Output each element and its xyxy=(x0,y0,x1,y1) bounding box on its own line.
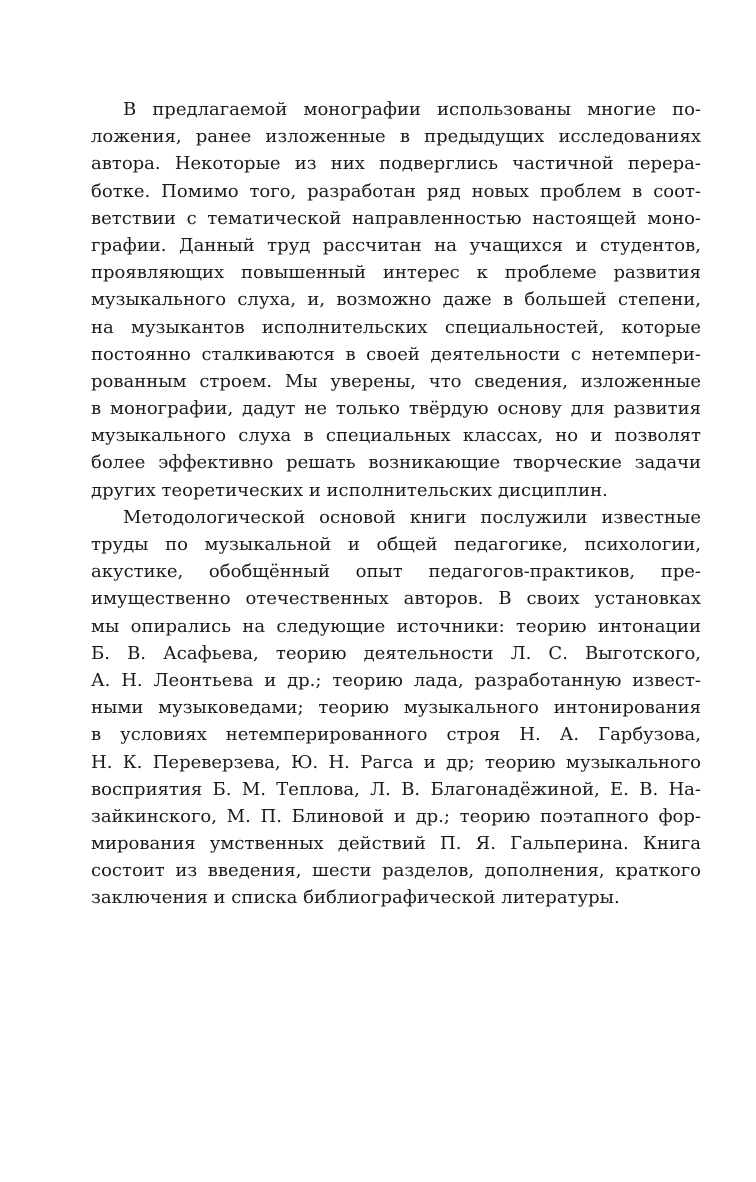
text-line: ботке. Помимо того, разработан ряд новых проблем в соот- xyxy=(91,180,701,202)
text-line: труды по музыкальной и общей педагогике, психологии, xyxy=(91,534,701,555)
text-line: акустике, обобщённый опыт педагогов-практиков, пре- xyxy=(91,561,701,583)
text-line: зайкинского, М. П. Блиновой и др.; теорию поэтапного фор- xyxy=(91,805,701,827)
text-line: на музыкантов исполнительских специальностей, которые xyxy=(91,316,701,338)
text-line: проявляющих повышенный интерес к проблеме развития xyxy=(91,262,701,284)
text-line: состоит из введения, шести разделов, дополнения, краткого xyxy=(91,860,701,882)
text-line: имущественно отечественных авторов. В своих установках xyxy=(91,588,701,610)
text-line: А. Н. Леонтьева и др.; теорию лада, разработанную извест- xyxy=(91,669,701,691)
text-line: автора. Некоторые из них подверглись частичной перера- xyxy=(91,153,701,175)
body-text xyxy=(91,96,701,912)
text-line: ложения, ранее изложенные в предыдущих исследованиях xyxy=(91,126,701,148)
paragraph-1 xyxy=(91,96,701,504)
text-line: музыкального слуха, и, возможно даже в большей степени, xyxy=(91,289,701,311)
text-line: заключения и списка библиографической литературы. xyxy=(91,887,620,909)
text-line: постоянно сталкиваются в своей деятельности с нетемпери- xyxy=(91,343,701,365)
text-line: Н. К. Переверзева, Ю. Н. Рагса и др; теорию музыкального xyxy=(91,751,701,773)
text-line: восприятия Б. М. Теплова, Л. В. Благонадёжиной, Е. В. На- xyxy=(91,778,701,800)
text-line: в монографии, дадут не только твёрдую основу для развития xyxy=(91,398,701,420)
paragraph-2 xyxy=(91,504,701,912)
text-line: более эффективно решать возникающие творческие задачи xyxy=(91,452,701,474)
text-line: других теоретических и исполнительских дисциплин. xyxy=(91,479,608,501)
text-line: ными музыковедами; теорию музыкального интонирования xyxy=(91,697,701,719)
text-line: графии. Данный труд рассчитан на учащихся и студентов, xyxy=(91,234,701,256)
text-line: мы опирались на следующие источники: теорию интонации xyxy=(91,615,701,637)
text-line: мирования умственных действий П. Я. Гальперина. Книга xyxy=(91,833,701,855)
text-line: Б. В. Асафьева, теорию деятельности Л. С. Выготского, xyxy=(91,642,701,664)
text-line: В предлагаемой монографии использованы многие по- xyxy=(123,99,701,120)
text-line: рованным строем. Мы уверены, что сведения, изложенные xyxy=(91,370,701,392)
text-line: в условиях нетемперированного строя Н. А. Гарбузова, xyxy=(91,724,701,746)
text-line: ветствии с тематической направленностью настоящей моно- xyxy=(91,207,701,229)
text-line: музыкального слуха в специальных классах, но и позволят xyxy=(91,425,701,447)
text-line: Методологической основой книги послужили известные xyxy=(123,506,701,528)
